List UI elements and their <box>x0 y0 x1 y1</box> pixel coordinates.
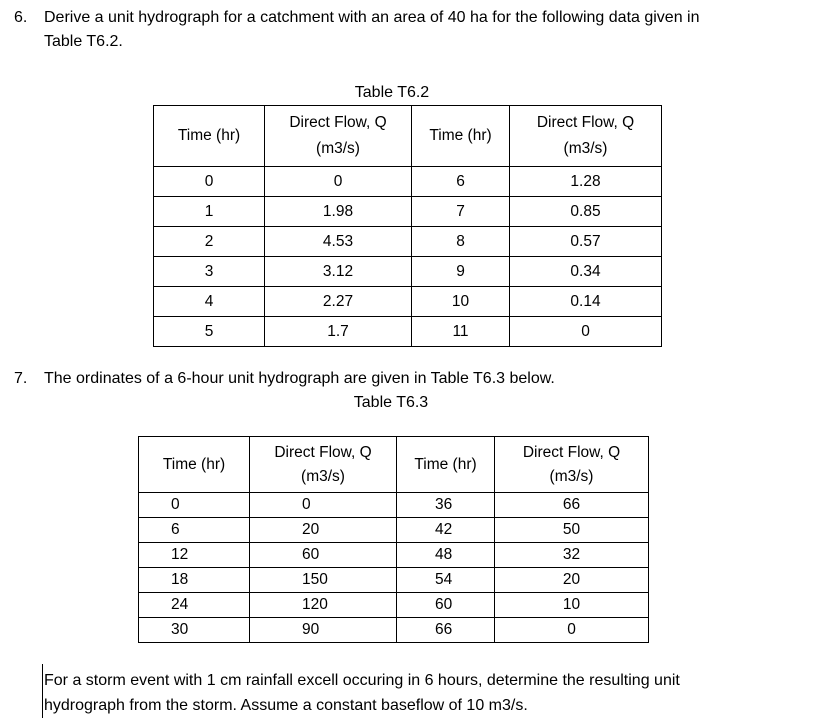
table-cell: 60 <box>397 593 495 618</box>
table-cell: 10 <box>412 287 510 317</box>
header-flow-2: Direct Flow, Q (m3/s) <box>495 437 649 493</box>
table-t6-3 <box>138 436 649 643</box>
question-6-line1: Derive a unit hydrograph for a catchment with an area of 40 ha for the following data given in <box>44 9 700 26</box>
table-cell: 8 <box>412 227 510 257</box>
table-t6-2 <box>153 105 662 347</box>
question-7-text: The ordinates of a 6-hour unit hydrograph are given in Table T6.3 below. <box>44 370 555 387</box>
table-cell: 20 <box>495 568 649 593</box>
table-cell: 4 <box>154 287 265 317</box>
table-cell: 5 <box>154 317 265 347</box>
table-cell: 0.57 <box>510 227 662 257</box>
table-cell: 10 <box>495 593 649 618</box>
table-cell: 0 <box>510 317 662 347</box>
table-row <box>154 167 662 197</box>
table-row <box>154 317 662 347</box>
table-cell: 12 <box>139 543 250 568</box>
table-cell: 3 <box>154 257 265 287</box>
table-cell: 150 <box>250 568 397 593</box>
table-cell: 2.27 <box>265 287 412 317</box>
header-flow-1: Direct Flow, Q (m3/s) <box>265 106 412 167</box>
table-cell: 1.7 <box>265 317 412 347</box>
table-t6-2-caption: Table T6.2 <box>354 84 430 101</box>
final-line2: hydrograph from the storm. Assume a constant baseflow of 10 m3/s. <box>44 697 528 714</box>
table-row <box>139 543 649 568</box>
table-cell: 0.34 <box>510 257 662 287</box>
table-cell: 50 <box>495 518 649 543</box>
table-cell: 30 <box>139 618 250 643</box>
table-cell: 9 <box>412 257 510 287</box>
header-flow-1: Direct Flow, Q (m3/s) <box>250 437 397 493</box>
table-cell: 0 <box>139 493 250 518</box>
table-cell: 42 <box>397 518 495 543</box>
table-cell: 1 <box>154 197 265 227</box>
question-7-number: 7. <box>14 370 28 387</box>
table-row <box>139 593 649 618</box>
table-header-row <box>154 106 662 167</box>
table-cell: 18 <box>139 568 250 593</box>
table-row <box>139 493 649 518</box>
header-flow-2: Direct Flow, Q (m3/s) <box>510 106 662 167</box>
final-line1: For a storm event with 1 cm rainfall excell occuring in 6 hours, determine the resulting unit <box>44 672 680 689</box>
table-cell: 48 <box>397 543 495 568</box>
question-6-text <box>44 6 700 54</box>
table-cell: 32 <box>495 543 649 568</box>
table-cell: 11 <box>412 317 510 347</box>
table-cell: 2 <box>154 227 265 257</box>
table-cell: 60 <box>250 543 397 568</box>
table-cell: 6 <box>412 167 510 197</box>
header-time-2: Time (hr) <box>397 437 495 493</box>
table-cell: 66 <box>495 493 649 518</box>
table-cell: 3.12 <box>265 257 412 287</box>
table-cell: 120 <box>250 593 397 618</box>
table-header-row <box>139 437 649 493</box>
margin-rule <box>42 664 43 718</box>
header-time-1: Time (hr) <box>154 106 265 167</box>
table-cell: 1.28 <box>510 167 662 197</box>
table-row <box>139 568 649 593</box>
table-cell: 4.53 <box>265 227 412 257</box>
question-6-line2: Table T6.2. <box>44 33 123 50</box>
table-cell: 90 <box>250 618 397 643</box>
table-cell: 7 <box>412 197 510 227</box>
question-6-number: 6. <box>14 9 28 26</box>
table-cell: 20 <box>250 518 397 543</box>
table-row <box>154 287 662 317</box>
table-cell: 66 <box>397 618 495 643</box>
table-cell: 24 <box>139 593 250 618</box>
table-row <box>154 227 662 257</box>
header-time-2: Time (hr) <box>412 106 510 167</box>
table-t6-3-caption: Table T6.3 <box>353 394 429 411</box>
table-cell: 0.85 <box>510 197 662 227</box>
table-cell: 0 <box>250 493 397 518</box>
table-cell: 1.98 <box>265 197 412 227</box>
table-row <box>139 518 649 543</box>
table-row <box>139 618 649 643</box>
table-cell: 0 <box>495 618 649 643</box>
table-row <box>154 197 662 227</box>
table-cell: 0.14 <box>510 287 662 317</box>
table-cell: 36 <box>397 493 495 518</box>
table-row <box>154 257 662 287</box>
table-cell: 6 <box>139 518 250 543</box>
table-cell: 0 <box>265 167 412 197</box>
table-cell: 54 <box>397 568 495 593</box>
header-time-1: Time (hr) <box>139 437 250 493</box>
table-cell: 0 <box>154 167 265 197</box>
final-paragraph <box>44 668 744 718</box>
